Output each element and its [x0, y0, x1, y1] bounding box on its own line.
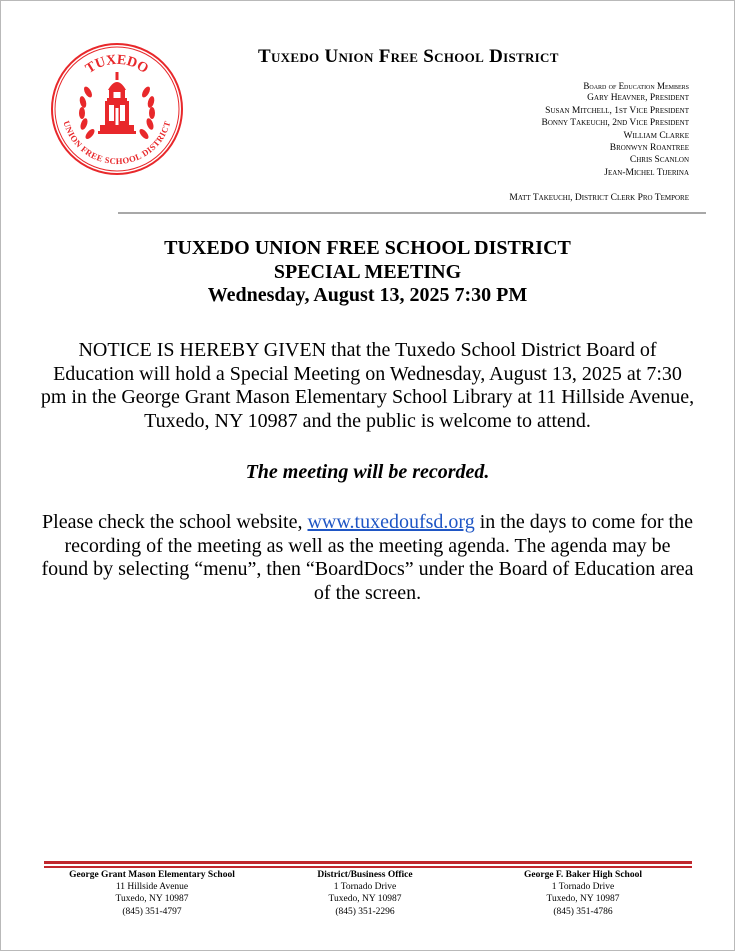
recording-notice: The meeting will be recorded. — [245, 461, 490, 483]
footer-phone: (845) 351-4786 — [553, 906, 613, 917]
district-name: Tuxedo Union Free School District — [258, 46, 559, 67]
board-member: Susan Mitchell, 1st Vice President — [545, 105, 689, 116]
board-member: Gary Heavner, President — [587, 93, 689, 104]
footer-location-name: District/Business Office — [317, 870, 413, 880]
district-clerk: Matt Takeuchi, District Clerk Pro Tempore — [509, 193, 689, 203]
footer-location-name: George F. Baker High School — [524, 870, 642, 880]
school-seal-icon — [50, 42, 184, 176]
school-website-link[interactable]: www.tuxedoufsd.org — [307, 511, 475, 533]
footer-divider-top — [44, 861, 692, 864]
website-paragraph — [40, 511, 695, 605]
footer-divider-bottom — [44, 866, 692, 868]
board-member: Chris Scanlon — [629, 155, 689, 166]
meeting-notice: NOTICE IS HEREBY GIVEN that the Tuxedo School District Board of Education will hold a Special Meeting on Wednesday, August 13, 2025 at 7:30 pm in the George Grant Mason Elementary School Library at 11 Hillside Avenue, Tuxedo, NY 10987 and the public is welcome to attend. — [40, 339, 695, 432]
board-member: Bronwyn Roantree — [609, 143, 689, 154]
footer-high-school — [493, 869, 673, 918]
footer-location-name: George Grant Mason Elementary School — [69, 870, 235, 880]
website-text-before: Please check the school website, — [42, 511, 308, 533]
meeting-title-type: SPECIAL MEETING — [273, 260, 462, 283]
meeting-title-date: Wednesday, August 13, 2025 7:30 PM — [207, 284, 528, 306]
seal-bottom-text: UNION FREE SCHOOL DISTRICT — [61, 119, 173, 167]
footer-address: 1 Tornado Drive — [551, 882, 615, 893]
meeting-title — [0, 237, 735, 308]
board-member: William Clarke — [623, 130, 689, 141]
meeting-title-district: TUXEDO UNION FREE SCHOOL DISTRICT — [164, 237, 571, 259]
footer-district-office — [290, 869, 440, 918]
header-divider — [118, 212, 706, 214]
board-member: Bonny Takeuchi, 2nd Vice President — [541, 118, 689, 129]
board-member: Jean-Michel Tijerina — [604, 167, 689, 178]
footer-elementary-school — [52, 869, 252, 918]
footer-phone: (845) 351-2296 — [335, 906, 395, 917]
footer-address: 11 Hillside Avenue — [115, 882, 189, 893]
footer-city: Tuxedo, NY 10987 — [115, 894, 189, 905]
footer-address: 1 Tornado Drive — [333, 882, 397, 893]
footer-city: Tuxedo, NY 10987 — [546, 894, 620, 905]
board-members-list — [389, 80, 689, 179]
website-text-after: in the days to come for the recording of the meeting as well as the meeting agenda. The agenda may be found by selecting “menu”, then “BoardDocs” under the Board of Education area of the screen. — [41, 511, 694, 604]
footer-phone: (845) 351-4797 — [122, 906, 182, 917]
seal-top-text: TUXEDO — [83, 52, 151, 77]
footer-city: Tuxedo, NY 10987 — [328, 894, 402, 905]
board-heading: Board of Education Members — [583, 81, 689, 91]
